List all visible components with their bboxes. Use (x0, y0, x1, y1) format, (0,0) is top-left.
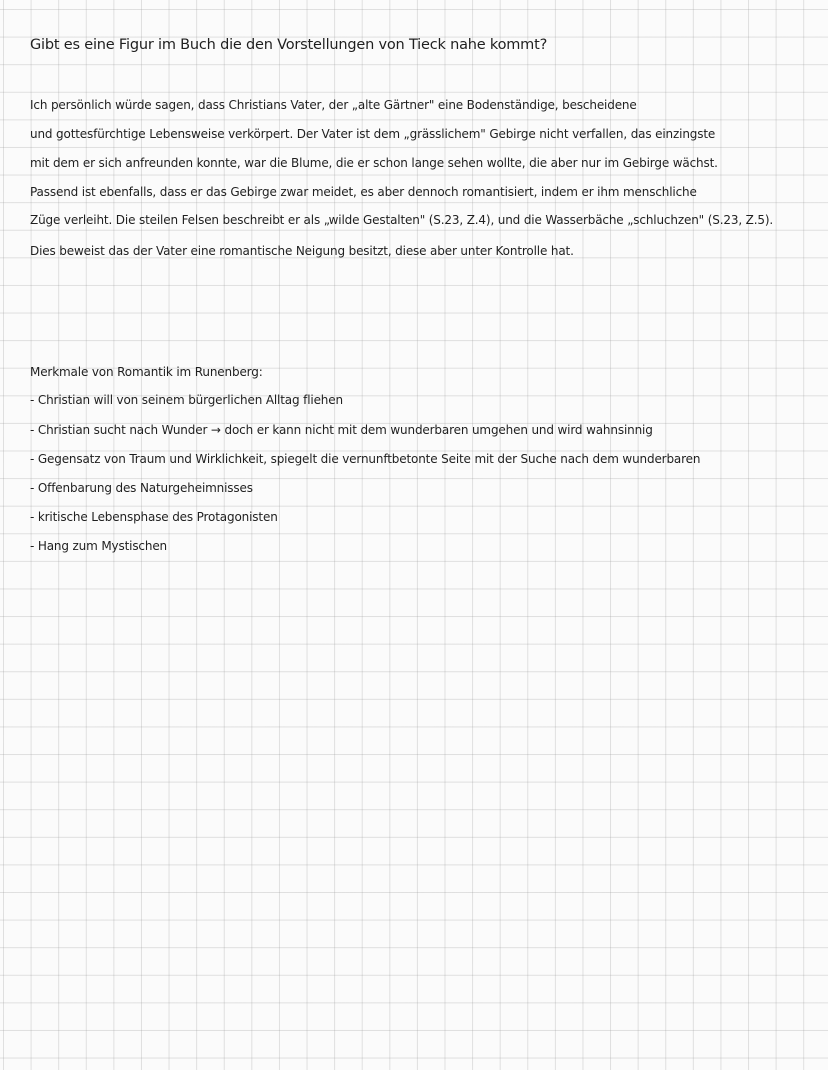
answer-line: mit dem er sich anfreunden konnte, war die Blume, die er schon lange sehen wollte, die aber nur im Gebirge wächst. (30, 156, 718, 170)
features-heading: Merkmale von Romantik im Runenberg: (30, 365, 263, 379)
answer-line: Züge verleiht. Die steilen Felsen beschreibt er als „wilde Gestalten" (S.23, Z.4), und die Wasserbäche „schluchzen" (S.23, Z.5). (30, 213, 774, 227)
list-item: - Gegensatz von Traum und Wirklichkeit, spiegelt die vernunftbetonte Seite mit der Suche nach dem wunderbaren (30, 452, 701, 466)
question-heading: Gibt es eine Figur im Buch die den Vorstellungen von Tieck nahe kommt? (30, 37, 548, 53)
list-item: - kritische Lebensphase des Protagonisten (30, 510, 278, 524)
answer-line: Passend ist ebenfalls, dass er das Gebirge zwar meidet, es aber dennoch romantisiert, indem er ihm menschliche (30, 185, 697, 199)
list-item: - Hang zum Mystischen (30, 539, 168, 553)
list-item: - Christian sucht nach Wunder → doch er kann nicht mit dem wunderbaren umgehen und wird wahnsinnig (30, 423, 653, 437)
answer-line: und gottesfürchtige Lebensweise verkörpert. Der Vater ist dem „grässlichem" Gebirge nicht verfallen, das einzingste (30, 127, 716, 141)
answer-line: Ich persönlich würde sagen, dass Christians Vater, der „alte Gärtner" eine Bodenständige, bescheidene (30, 98, 637, 112)
list-item: - Christian will von seinem bürgerlichen Alltag fliehen (30, 393, 343, 407)
list-item: - Offenbarung des Naturgeheimnisses (30, 481, 253, 495)
answer-line: Dies beweist das der Vater eine romantische Neigung besitzt, diese aber unter Kontrolle hat. (30, 244, 574, 258)
